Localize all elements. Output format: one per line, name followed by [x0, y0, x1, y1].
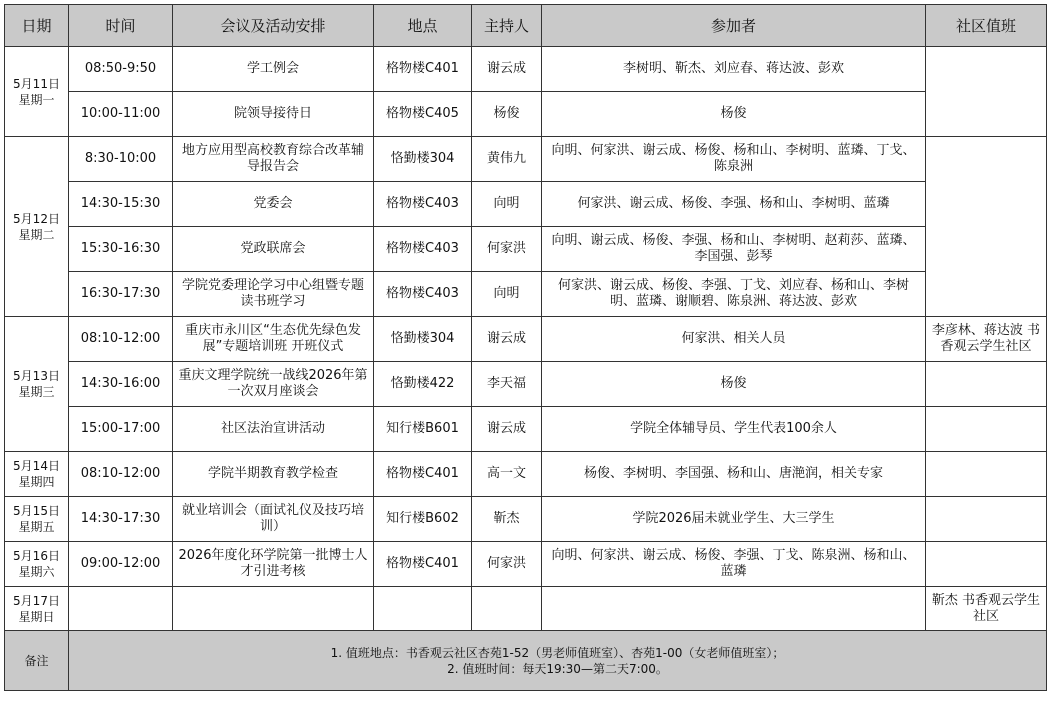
date-cell — [5, 587, 69, 631]
meeting-cell: 学工例会 — [173, 47, 374, 92]
header-time: 时间 — [69, 5, 173, 47]
participants-cell: 杨俊、李树明、李国强、杨和山、唐滟润，相关专家 — [542, 452, 926, 497]
date-label: 5月14日 — [13, 459, 60, 473]
header-meeting: 会议及活动安排 — [173, 5, 374, 47]
schedule-table — [4, 4, 1047, 691]
meeting-cell: 学院半期教育教学检查 — [173, 452, 374, 497]
date-label: 5月13日 — [13, 369, 60, 383]
date-cell — [5, 452, 69, 497]
place-cell: 格物楼C403 — [374, 182, 472, 227]
host-cell: 谢云成 — [472, 47, 542, 92]
table-row — [5, 47, 1047, 92]
table-row — [5, 92, 1047, 137]
meeting-cell: 就业培训会（面试礼仪及技巧培训） — [173, 497, 374, 542]
place-cell: 格物楼C403 — [374, 227, 472, 272]
time-cell: 08:10-12:00 — [69, 452, 173, 497]
place-cell: 格物楼C401 — [374, 47, 472, 92]
time-cell: 14:30-15:30 — [69, 182, 173, 227]
table-row — [5, 587, 1047, 631]
table-row — [5, 542, 1047, 587]
place-cell: 格物楼C403 — [374, 272, 472, 317]
place-cell: 格物楼C405 — [374, 92, 472, 137]
time-cell — [69, 587, 173, 631]
time-cell: 08:50-9:50 — [69, 47, 173, 92]
date-label: 5月12日 — [13, 211, 60, 226]
date-cell — [5, 317, 69, 452]
host-cell: 何家洪 — [472, 542, 542, 587]
time-cell: 10:00-11:00 — [69, 92, 173, 137]
meeting-cell: 院领导接待日 — [173, 92, 374, 137]
duty-cell — [926, 362, 1047, 407]
duty-cell: 李彦林、蒋达波 书香观云学生社区 — [926, 317, 1047, 362]
participants-cell: 杨俊 — [542, 362, 926, 407]
date-label: 5月17日 — [13, 593, 60, 608]
table-row — [5, 137, 1047, 182]
place-cell: 知行楼B601 — [374, 407, 472, 452]
weekday-label: 星期四 — [18, 475, 55, 489]
place-cell: 恪勤楼304 — [374, 317, 472, 362]
header-duty: 社区值班 — [926, 5, 1047, 47]
date-cell — [5, 542, 69, 587]
host-cell: 李天福 — [472, 362, 542, 407]
header-date: 日期 — [5, 5, 69, 47]
notes-line-2: 2. 值班时间：每天19:30—第二天7:00。 — [447, 661, 668, 676]
participants-cell: 学院2026届未就业学生、大三学生 — [542, 497, 926, 542]
place-cell — [374, 587, 472, 631]
weekday-label: 星期五 — [18, 520, 55, 534]
notes-text — [69, 631, 1047, 691]
header-host: 主持人 — [472, 5, 542, 47]
duty-cell — [926, 452, 1047, 497]
meeting-cell — [173, 587, 374, 631]
participants-cell: 学院全体辅导员、学生代表100余人 — [542, 407, 926, 452]
participants-cell: 向明、何家洪、谢云成、杨俊、杨和山、李树明、蓝璘、丁戈、陈泉洲 — [542, 137, 926, 182]
duty-cell — [926, 47, 1047, 137]
notes-label: 备注 — [5, 631, 69, 691]
weekday-label: 星期二 — [18, 227, 55, 242]
header-participants: 参加者 — [542, 5, 926, 47]
meeting-cell: 社区法治宣讲活动 — [173, 407, 374, 452]
date-cell — [5, 47, 69, 137]
duty-cell: 靳杰 书香观云学生社区 — [926, 587, 1047, 631]
meeting-cell: 党委会 — [173, 182, 374, 227]
participants-cell: 李树明、靳杰、刘应春、蒋达波、彭欢 — [542, 47, 926, 92]
place-cell: 格物楼C401 — [374, 542, 472, 587]
time-cell: 15:00-17:00 — [69, 407, 173, 452]
time-cell: 8:30-10:00 — [69, 137, 173, 182]
duty-cell — [926, 497, 1047, 542]
table-row — [5, 182, 1047, 227]
table-row — [5, 317, 1047, 362]
time-cell: 08:10-12:00 — [69, 317, 173, 362]
table-row — [5, 497, 1047, 542]
weekday-label: 星期一 — [18, 92, 55, 107]
meeting-cell: 重庆文理学院统一战线2026年第一次双月座谈会 — [173, 362, 374, 407]
participants-cell: 何家洪、谢云成、杨俊、李强、丁戈、刘应春、杨和山、李树明、蓝璘、谢顺碧、陈泉洲、蒋达波、彭欢 — [542, 272, 926, 317]
time-cell: 15:30-16:30 — [69, 227, 173, 272]
date-label: 5月11日 — [13, 76, 60, 91]
table-row — [5, 452, 1047, 497]
participants-cell — [542, 587, 926, 631]
host-cell: 谢云成 — [472, 407, 542, 452]
meeting-cell: 重庆市永川区“生态优先绿色发展”专题培训班 开班仪式 — [173, 317, 374, 362]
host-cell: 杨俊 — [472, 92, 542, 137]
time-cell: 14:30-17:30 — [69, 497, 173, 542]
date-label: 5月16日 — [13, 549, 60, 563]
duty-cell — [926, 542, 1047, 587]
duty-cell — [926, 407, 1047, 452]
date-cell — [5, 497, 69, 542]
host-cell: 向明 — [472, 272, 542, 317]
notes-row — [5, 631, 1047, 691]
host-cell: 何家洪 — [472, 227, 542, 272]
header-place: 地点 — [374, 5, 472, 47]
meeting-cell: 2026年度化环学院第一批博士人才引进考核 — [173, 542, 374, 587]
place-cell: 恪勤楼304 — [374, 137, 472, 182]
time-cell: 14:30-16:00 — [69, 362, 173, 407]
date-cell — [5, 137, 69, 317]
duty-cell — [926, 137, 1047, 317]
participants-cell: 何家洪、相关人员 — [542, 317, 926, 362]
participants-cell: 杨俊 — [542, 92, 926, 137]
header-row — [5, 5, 1047, 47]
host-cell: 谢云成 — [472, 317, 542, 362]
meeting-cell: 地方应用型高校教育综合改革辅导报告会 — [173, 137, 374, 182]
host-cell: 黄伟九 — [472, 137, 542, 182]
host-cell: 靳杰 — [472, 497, 542, 542]
host-cell: 高一文 — [472, 452, 542, 497]
notes-line-1: 1. 值班地点：书香观云社区杏苑1-52（男老师值班室）、杏苑1-00（女老师值班室）； — [330, 645, 785, 660]
weekday-label: 星期日 — [18, 609, 55, 624]
participants-cell: 何家洪、谢云成、杨俊、李强、杨和山、李树明、蓝璘 — [542, 182, 926, 227]
meeting-cell: 学院党委理论学习中心组暨专题读书班学习 — [173, 272, 374, 317]
table-row — [5, 227, 1047, 272]
participants-cell: 向明、谢云成、杨俊、李强、杨和山、李树明、赵莉莎、蓝璘、李国强、彭琴 — [542, 227, 926, 272]
host-cell: 向明 — [472, 182, 542, 227]
table-row — [5, 272, 1047, 317]
weekday-label: 星期三 — [18, 385, 55, 399]
meeting-cell: 党政联席会 — [173, 227, 374, 272]
place-cell: 知行楼B602 — [374, 497, 472, 542]
table-row — [5, 362, 1047, 407]
time-cell: 09:00-12:00 — [69, 542, 173, 587]
participants-cell: 向明、何家洪、谢云成、杨俊、李强、丁戈、陈泉洲、杨和山、蓝璘 — [542, 542, 926, 587]
place-cell: 恪勤楼422 — [374, 362, 472, 407]
weekday-label: 星期六 — [18, 565, 55, 579]
time-cell: 16:30-17:30 — [69, 272, 173, 317]
table-row — [5, 407, 1047, 452]
place-cell: 格物楼C401 — [374, 452, 472, 497]
host-cell — [472, 587, 542, 631]
date-label: 5月15日 — [13, 504, 60, 518]
